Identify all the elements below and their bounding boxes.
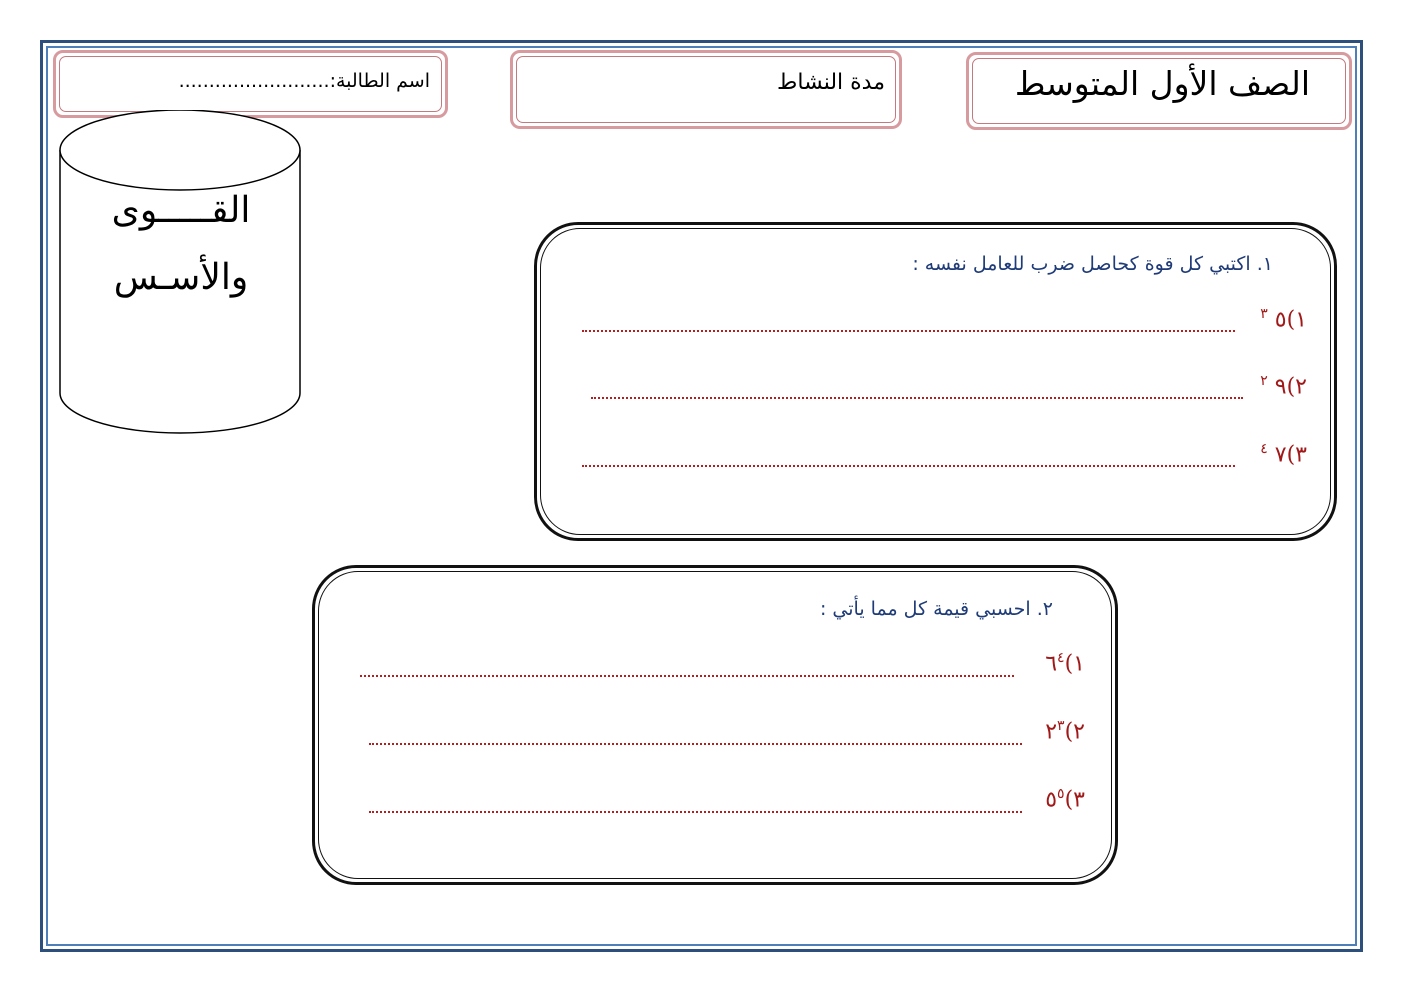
q2-item-3: $٣)٥^٥$ — [1045, 786, 1085, 813]
topic-line-1: القـــــوى — [111, 190, 251, 231]
question-2-title: ٢. احسبي قيمة كل مما يأتي : — [819, 598, 1053, 620]
q2-answer-line-1[interactable] — [360, 675, 1014, 677]
q2-answer-line-2[interactable] — [369, 743, 1022, 745]
q2-item-1: $١)٦^٤$ — [1045, 650, 1085, 677]
q1-item-3: ٣)٧ $^٤$ — [1260, 441, 1307, 468]
q1-answer-line-1[interactable] — [582, 330, 1235, 332]
grade-label: الصف الأول المتوسط — [1014, 64, 1310, 103]
topic-line-2: والأسـس — [113, 257, 249, 298]
q1-answer-line-3[interactable] — [582, 465, 1235, 467]
q1-item-1: ١)٥ $^٣$ — [1260, 306, 1307, 333]
activity-duration-label: مدة النشاط — [777, 70, 885, 95]
q2-item-2: $٢)٢^٣$ — [1045, 718, 1085, 745]
student-name-blank[interactable]: ......................... — [178, 70, 330, 92]
question-1-title: ١. اكتبي كل قوة كحاصل ضرب للعامل نفسه : — [912, 253, 1273, 275]
q2-answer-line-3[interactable] — [369, 811, 1022, 813]
student-name-label: اسم الطالبة: — [329, 70, 430, 92]
q1-item-2: ٢)٩ $^٢$ — [1260, 373, 1307, 400]
q1-answer-line-2[interactable] — [591, 397, 1243, 399]
student-name-field[interactable] — [179, 70, 430, 92]
